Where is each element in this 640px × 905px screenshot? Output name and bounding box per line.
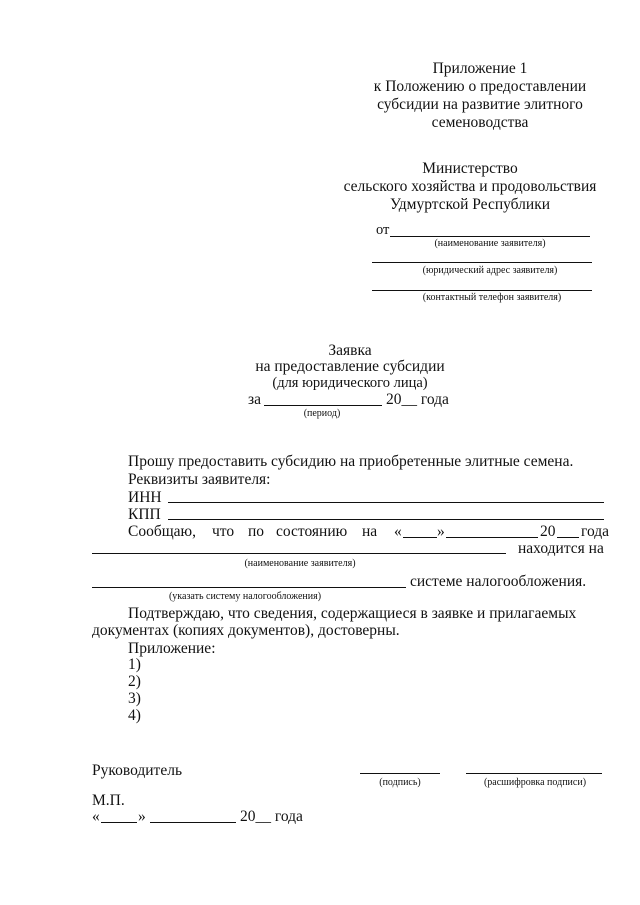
- tax-system-suffix: системе налогообложения.: [410, 573, 587, 590]
- addressee-line-3: Удмуртской Республики: [389, 196, 551, 213]
- requisites-label: Реквизиты заявителя:: [128, 471, 271, 488]
- confirm-line-1: Подтверждаю, что сведения, содержащиеся в заявке и прилагаемых: [128, 605, 577, 622]
- annex-line-3: семеноводства: [431, 114, 529, 131]
- period-prefix: за: [248, 391, 262, 408]
- head-label: Руководитель: [92, 762, 183, 779]
- date-year-line: [557, 537, 579, 538]
- address-hint: (юридический адрес заявителя): [422, 265, 558, 276]
- attachment-item: 3): [128, 690, 141, 707]
- signature-hint: (подпись): [379, 777, 421, 788]
- period-line: [264, 405, 382, 406]
- signature-line: [360, 773, 440, 774]
- footer-date-open: «: [92, 808, 100, 825]
- located-on-text: находится на: [518, 540, 604, 557]
- footer-date-month-line: [150, 822, 236, 823]
- period-suffix: 20__ года: [386, 391, 449, 408]
- addressee-line-1: Министерство: [422, 160, 518, 177]
- confirm-line-2: документах (копиях документов), достоверны.: [92, 622, 400, 639]
- state-word-4: состоянию: [276, 523, 348, 540]
- annex-line-1: к Положению о предоставлении: [373, 78, 587, 95]
- footer-date-close: »: [138, 808, 146, 825]
- attachment-item: 4): [128, 707, 141, 724]
- applicant-name-hint: (наименование заявителя): [434, 238, 546, 249]
- state-word-2: что: [212, 523, 235, 540]
- applicant-name-line: [390, 236, 590, 237]
- phone-line: [372, 290, 592, 291]
- attachment-item: 2): [128, 673, 141, 690]
- date-month-line: [446, 537, 538, 538]
- footer-date-year: 20__ года: [240, 808, 303, 825]
- annex-line-2: субсидии на развитие элитного: [377, 96, 583, 113]
- date-open-quote: «: [394, 523, 402, 540]
- period-hint: (период): [303, 408, 341, 419]
- date-year-word: года: [581, 523, 610, 540]
- application-note: (для юридического лица): [272, 375, 428, 391]
- application-title: Заявка: [328, 342, 372, 359]
- applicant-name-body-hint: (наименование заявителя): [244, 558, 356, 569]
- tax-system-line: [92, 587, 406, 588]
- phone-hint: (контактный телефон заявителя): [422, 292, 562, 303]
- address-line: [372, 262, 592, 263]
- stamp-label: М.П.: [92, 792, 125, 809]
- decoding-hint: (расшифровка подписи): [483, 777, 587, 788]
- attachment-item: 1): [128, 656, 141, 673]
- date-year: 20: [540, 523, 556, 540]
- state-word-3: по: [248, 523, 265, 540]
- application-subtitle: на предоставление субсидии: [255, 358, 445, 375]
- date-day-line: [403, 537, 437, 538]
- state-word-5: на: [362, 523, 378, 540]
- inn-label: ИНН: [128, 489, 162, 506]
- applicant-name-body-line: [92, 553, 506, 554]
- decoding-line: [466, 773, 602, 774]
- annex-title: Приложение 1: [432, 60, 528, 77]
- kpp-label: КПП: [128, 506, 161, 523]
- request-text: Прошу предоставить субсидию на приобретенные элитные семена.: [128, 453, 574, 470]
- date-close-quote: »: [437, 523, 445, 540]
- kpp-line: [168, 519, 604, 520]
- attachments-label: Приложение:: [128, 640, 216, 657]
- footer-date-day-line: [101, 822, 137, 823]
- inn-line: [168, 502, 604, 503]
- tax-system-hint: (указать систему налогообложения): [168, 591, 322, 602]
- from-label: от: [376, 222, 390, 238]
- addressee-line-2: сельского хозяйства и продовольствия: [343, 178, 597, 195]
- state-word-1: Сообщаю,: [128, 523, 196, 540]
